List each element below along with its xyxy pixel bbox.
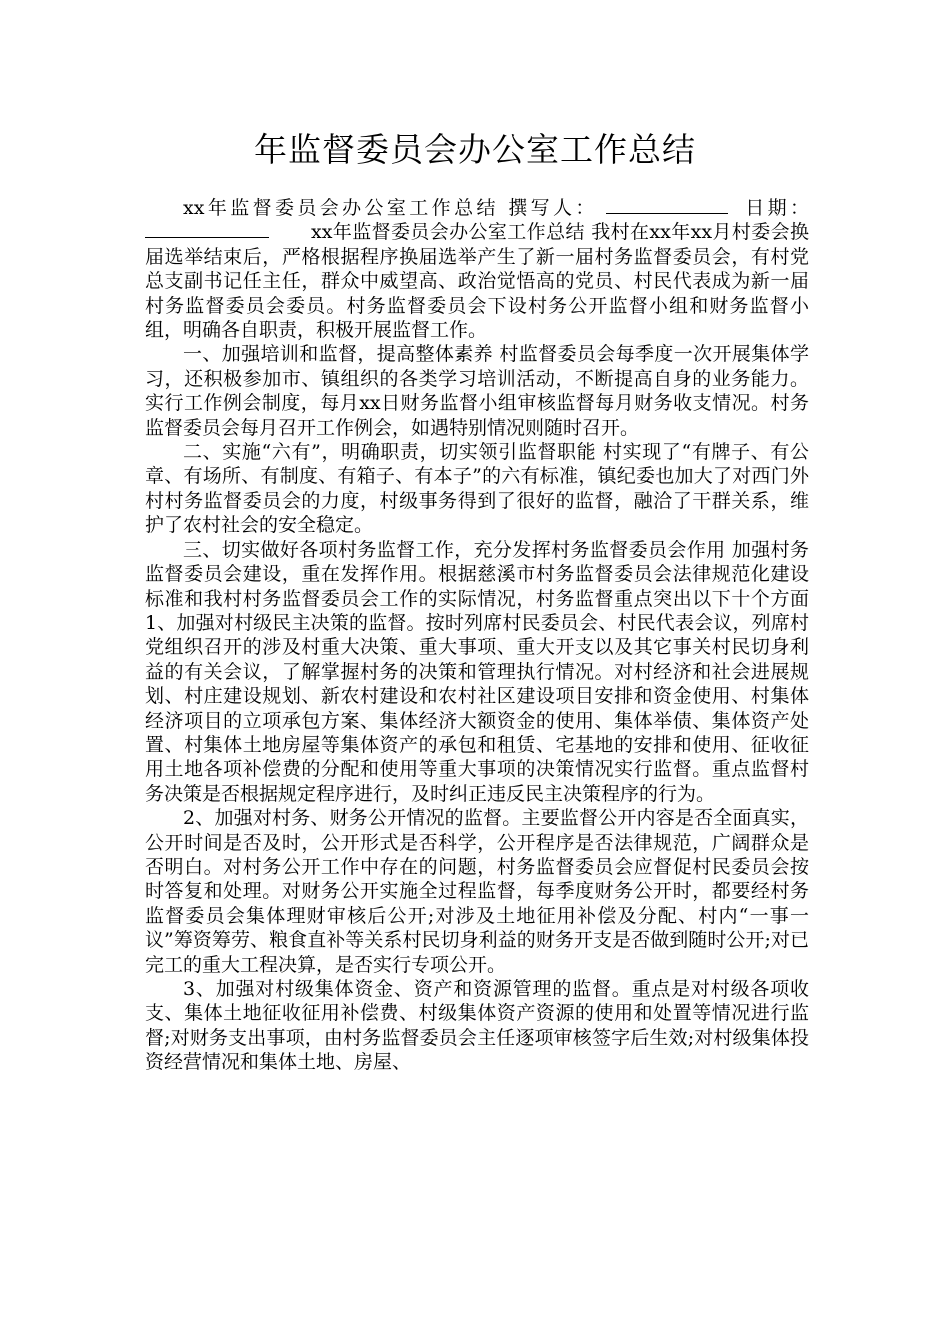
date-label: 日期： — [741, 197, 809, 219]
paragraph-item-3: 3、加强对村级集体资金、资产和资源管理的监督。重点是对村级各项收支、集体土地征收征用补偿费、村级集体资产资源的使用和处置等情况进行监督;对财务支出事项，由村务监督委员会主任逐项审核签字后生效;对村级集体投资经营情况和集体土地、房屋、 — [145, 978, 809, 1074]
paragraph-section-3: 三、切实做好各项村务监督工作，充分发挥村务监督委员会作用 加强村务监督委员会建设，重在发挥作用。根据慈溪市村务监督委员会法律规范化建设标准和我村村务监督委员会工作的实际情况，村务监督重点突出以下十个方面 1、加强对村级民主决策的监督。按时列席村民委员会、村民代表会议，列席村党组织召开的涉及村重大决策、重大事项、重大开支以及其它事关村民切身利益的有关会议，了解掌握村务的决策和管理执行情况。对村经济和社会进展规划、村庄建设规划、新农村建设和农村社区建设项目安排和资金使用、村集体经济项目的立项承包方案、集体经济大额资金的使用、集体举债、集体资产处置、村集体土地房屋等集体资产的承包和租赁、宅基地的安排和使用、征收征用土地各项补偿费的分配和使用等重大事项的决策情况实行监督。重点监督村务决策是否根据规定程序进行，及时纠正违反民主决策程序的行为。 — [145, 538, 809, 805]
author-blank-line — [606, 212, 728, 214]
date-blank-line — [145, 236, 269, 238]
paragraph-section-2: 二、实施“六有”，明确职责，切实领引监督职能 村实现了“有牌子、有公章、有场所、有制度、有箱子、有本子”的六有标准，镇纪委也加大了对西门外村村务监督委员会的力度，村级事务得到了很好的监督，融洽了干群关系，维护了农村社会的安全稳定。 — [145, 441, 809, 537]
paragraph-section-1: 一、加强培训和监督，提高整体素养 村监督委员会每季度一次开展集体学习，还积极参加市、镇组织的各类学习培训活动，不断提高自身的业务能力。实行工作例会制度，每月xx日财务监督小组审核监督每月财务收支情况。村务监督委员会每月召开工作例会，如遇特别情况则随时召开。 — [145, 343, 809, 439]
document-title: 年监督委员会办公室工作总结 — [254, 130, 696, 169]
paragraph-item-2: 2、加强对村务、财务公开情况的监督。主要监督公开内容是否全面真实，公开时间是否及时，公开形式是否科学，公开程序是否法律规范，广阔群众是否明白。对村务公开工作中存在的问题，村务监督委员会应督促村民委员会按时答复和处理。对财务公开实施全过程监督，每季度财务公开时，都要经村务监督委员会集体理财审核后公开;对涉及土地征用补偿及分配、村内“一事一议”筹资筹劳、粮食直补等关系村民切身利益的财务开支是否做到随时公开;对已完工的重大工程决算，是否实行专项公开。 — [145, 807, 809, 976]
header-prefix: xx年监督委员会办公室工作总结 撰写人： — [183, 197, 598, 219]
header-suffix: xx年监督委员会办公室工作总结 我村在xx年xx月村委会换届选举结束后，严格根据程序换届选举产生了新一届村务监督委员会，有村党总支副书记任主任，群众中威望高、政治觉悟高的党员、村民代表成为新一届村务监督委员会委员。村务监督委员会下设村务公开监督小组和财务监督小组，明确各自职责，积极开展监督工作。 — [145, 221, 809, 342]
document-body — [145, 196, 809, 1075]
header-paragraph — [145, 196, 809, 342]
